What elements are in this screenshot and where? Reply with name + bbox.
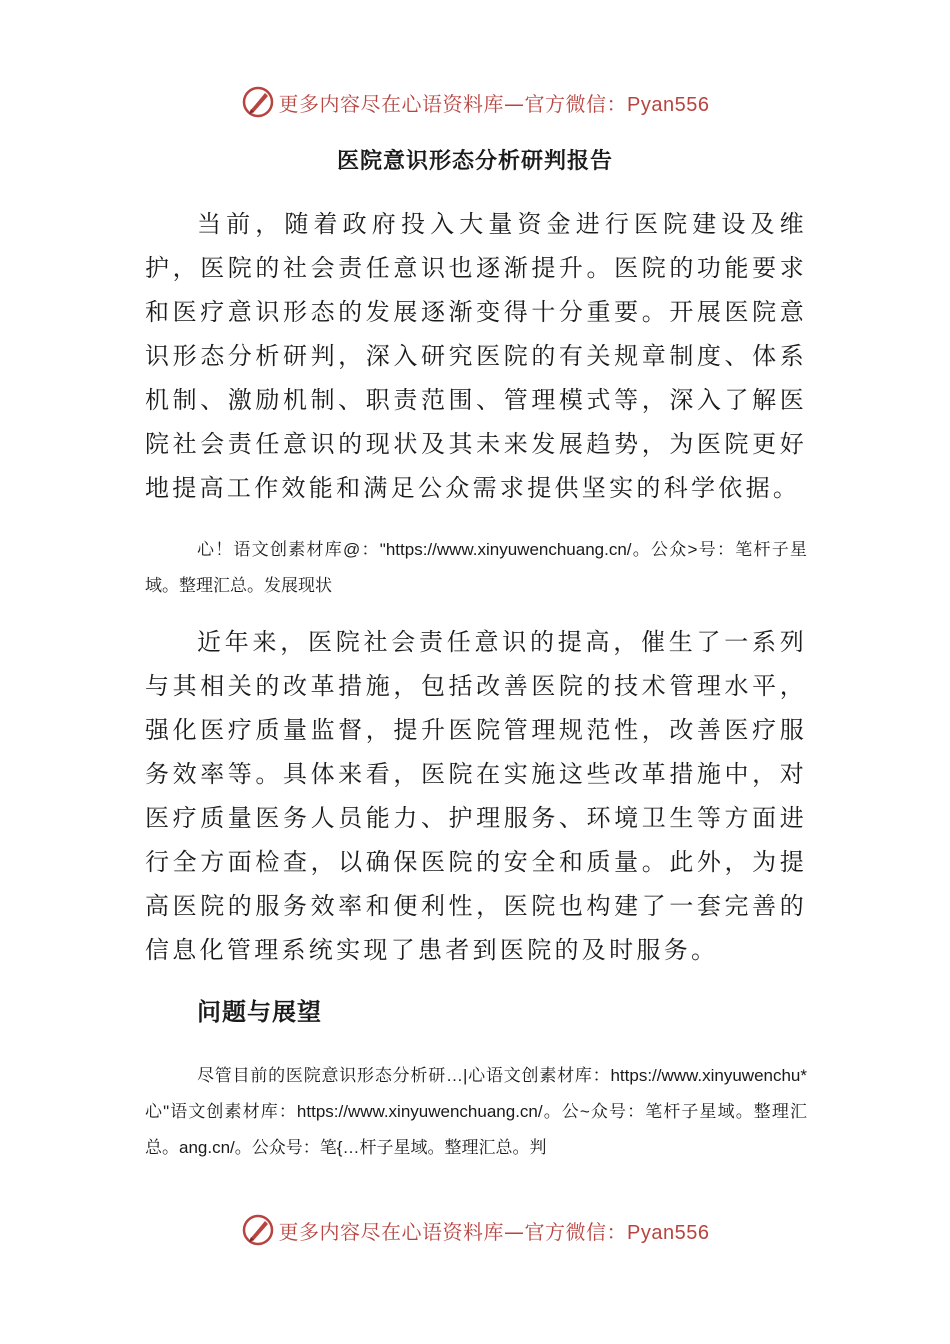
intro-paragraph: 当前，随着政府投入大量资金进行医院建设及维护，医院的社会责任意识也逐渐提升。医院的功能要求和医疗意识形态的发展逐渐变得十分重要。开展医院意识形态分析研判，深入研究医院的有关规章制度、体系机制、激励机制、职责范围、管理模式等，深入了解医院社会责任意识的现状及其未来发展趋势，为医院更好地提高工作效能和满足公众需求提供坚实的科学依据。 <box>145 210 807 502</box>
source-note-2: 尽管目前的医院意识形态分析研…|心语文创素材库：https://www.xinyuwenchu*心"语文创素材库：https://www.xinyuwenchuang.cn/。公~众号：笔杆子星域。整理汇总。ang.cn/。公众号：笔{…杆子星域。整理汇总。判 <box>145 1066 807 1157</box>
footer-banner <box>0 1210 950 1250</box>
source-note-1: 心！语文创素材库@："https://www.xinyuwenchuang.cn/。公众>号：笔杆子星域。整理汇总。发展现状 <box>145 540 807 595</box>
pen-logo-icon <box>241 85 275 119</box>
pen-logo-icon <box>241 1213 275 1247</box>
page-title: 医院意识形态分析研判报告 <box>336 149 613 174</box>
wechat-id: Pyan556 <box>627 93 710 116</box>
wechat-id: Pyan556 <box>627 1221 710 1244</box>
header-banner <box>0 82 950 122</box>
section-heading: 问题与展望 <box>197 998 322 1026</box>
banner-text: 更多内容尽在心语资料库—官方微信：Pyan556 <box>278 1219 710 1244</box>
banner-text: 更多内容尽在心语资料库—官方微信：Pyan556 <box>278 91 710 116</box>
status-paragraph: 近年来，医院社会责任意识的提高，催生了一系列与其相关的改革措施，包括改善医院的技术管理水平，强化医疗质量监督，提升医院管理规范性，改善医疗服务效率等。具体来看，医院在实施这些改革措施中，对医疗质量医务人员能力、护理服务、环境卫生等方面进行全方面检查，以确保医院的安全和质量。此外，为提高医院的服务效率和便利性，医院也构建了一套完善的信息化管理系统实现了患者到医院的及时服务。 <box>145 628 807 964</box>
